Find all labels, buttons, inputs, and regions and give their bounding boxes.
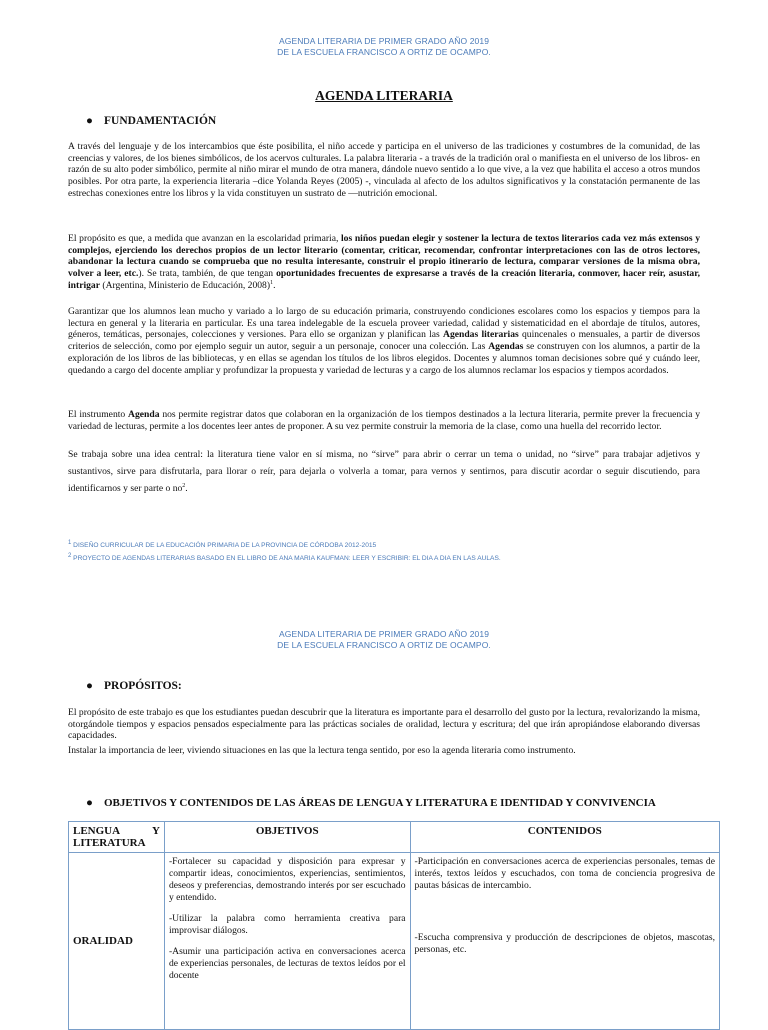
footnote-ref-1: 1 <box>270 279 274 286</box>
row-label-oralidad: ORALIDAD <box>69 853 165 1030</box>
paragraph-fundamentacion-3: Garantizar que los alumnos lean mucho y variado a lo largo de su educación primaria, construyendo condiciones escolares como los espacios y tiempos para la lectura en general y la literaria en particular. Es una tarea indelegable de la escuela proveer variedad, calidad y sistematicidad en el abordaje de títulos, autores, géneros, temáticas, personajes, colecciones y versiones. Para ello se organizan y planifican las Agendas literarias quincenales o mensuales, a partir de diversos criterios de selección, como por ejemplo seguir un autor, seguir a un personaje, conocer una colección. Las Agendas se construyen con los alumnos, a partir de la exploración de los libros de las bibliotecas, y en ellas se agendan los títulos de los libros elegidos. Docentes y alumnos toman decisiones sobre qué y cuándo leer, quedando a cargo del docente ampliar y profundizar la propuesta y variedad de lecturas y a cargo de los alumnos reclamar los espacios y tiempos acordados. <box>68 306 700 376</box>
paragraph-fundamentacion-4: El instrumento Agenda nos permite registrar datos que colaboran en la organización de los tiempos destinados a la lectura literaria, permite prever la frecuencia y variedad de lecturas, permite a los docentes leer antes de proponer. A su vez permite construir la memoria de la clase, como una huella del recorrido lector. <box>68 409 700 432</box>
footnote-2: $^2$ PROYECTO DE AGENDAS LITERARIAS BASADO EN EL LIBRO DE ANA MARIA KAUFMAN: LEER Y ESCRIBIR: EL DIA A DIA EN LAS AULAS. <box>68 552 501 562</box>
column-header-area: LENGUA Y LITERATURA <box>69 822 165 853</box>
paragraph-propositos-2: Instalar la importancia de leer, viviendo situaciones en las que la lectura tenga sentido, por eso la agenda literaria como instrumento. <box>68 745 576 756</box>
header-line-1: AGENDA LITERARIA DE PRIMER GRADO AÑO 2019 <box>278 629 490 639</box>
page-header <box>0 36 768 58</box>
header-line-1: AGENDA LITERARIA DE PRIMER GRADO AÑO 2019 <box>278 36 490 46</box>
content-item: -Participación en conversaciones acerca de experiencias personales, temas de interés, textos leídos y escuchados, con toma de conciencia progresiva de pautas básicas de intercambio. <box>414 856 715 891</box>
paragraph-fundamentacion-2: El propósito es que, a medida que avanzan en la escolaridad primaria, los niños puedan elegir y sostener la lectura de textos literarios cada vez más extensos y complejos, ejerciendo los derechos propios de un lector literario (comentar, criticar, recomendar, confrontar interpretaciones con las de otros lectores, abandonar la lectura cuando se comprueba que no resulta interesante, construir el propio itinerario de lectura, comparar versiones de la misma obra, volver a leer, etc.). Se trata, también, de que tengan oportunidades frecuentes de expresarse a través de la creación literaria, conmover, hacer reír, asustar, intrigar (Argentina, Ministerio de Educación, 2008)$^1$. <box>68 233 700 291</box>
objective-item: -Fortalecer su capacidad y disposición para expresar y compartir ideas, conocimientos, experiencias, sentimientos, deseos y preferencias, demostrando interés por ser escuchado y entendido. <box>168 856 406 903</box>
document-title: AGENDA LITERARIA <box>315 88 453 103</box>
objectives-table <box>68 821 720 1030</box>
bullet-icon: ● <box>86 115 93 127</box>
cell-objetivos <box>164 853 410 1030</box>
cell-contenidos <box>410 853 719 1030</box>
paragraph-fundamentacion-5: Se trabaja sobre una idea central: la literatura tiene valor en sí misma, no “sirve” para abrir o cerrar un tema o unidad, no “sirve” para trabajar adjetivos y sustantivos, sirve para disfrutarla, para llorar o reír, para dejarla o volverla a tomar, para vernos y sentirnos, para discutir acordar o seguir discutiendo, para identificarnos y ser parte o $no^2$. <box>68 449 700 494</box>
bullet-icon: ● <box>86 680 93 692</box>
bullet-icon: ● <box>86 797 93 809</box>
objective-item: -Utilizar la palabra como herramienta creativa para improvisar diálogos. <box>168 913 406 936</box>
objective-item: -Asumir una participación activa en conversaciones acerca de experiencias personales, de lecturas de textos leídos por el docente <box>168 946 406 981</box>
header-line-2: DE LA ESCUELA FRANCISCO A ORTIZ DE OCAMPO. <box>277 640 491 650</box>
paragraph-propositos-1: El propósito de este trabajo es que los estudiantes puedan descubrir que la literatura es importante para el desarrollo del gusto por la lectura, revalorizando la misma, otorgándole tiempos y espacios pensados especialmente para las prácticas sociales de oralidad, lectura y escritura; del que irán apropiándose elaborando diversas capacidades. <box>68 707 700 742</box>
table-row <box>69 853 720 1030</box>
page-header-2 <box>0 629 768 651</box>
header-line-2: DE LA ESCUELA FRANCISCO A ORTIZ DE OCAMPO. <box>277 47 491 57</box>
column-header-contenidos: CONTENIDOS <box>410 822 719 853</box>
paragraph-fundamentacion-1: A través del lenguaje y de los intercambios que éste posibilita, el niño accede y participa en el universo de las tradiciones y costumbres de la comunidad, de las creencias y valores, de los bienes simbólicos, de los acervos culturales. La palabra literaria - a través de la tradición oral o manifiesta en el universo de los libros- en razón de su alto poder simbólico, permite al niño mirar el mundo de otra manera, dándole nuevo sentido a lo que vive, a la vez que habilita el acceso a otros mundos posibles. Por otra parte, la experiencia literaria –dice Yolanda Reyes (2005) -, vinculada al afecto de los adultos significativos y la constatación permanente de las estrechas conexiones entre los libros y la vida constituyen un sustrato de ―nutrición emocional. <box>68 141 700 199</box>
footnote-1: $^1$ DISEÑO CURRICULAR DE LA EDUCACIÓN PRIMARIA DE LA PROVINCIA DE CÓRDOBA 2012-2015 <box>68 539 377 549</box>
content-item: -Escucha comprensiva y producción de descripciones de objetos, mascotas, personas, etc. <box>414 932 715 955</box>
column-header-objetivos: OBJETIVOS <box>164 822 410 853</box>
footnote-ref-2: 2 <box>182 482 186 489</box>
table-header-row <box>69 822 720 853</box>
